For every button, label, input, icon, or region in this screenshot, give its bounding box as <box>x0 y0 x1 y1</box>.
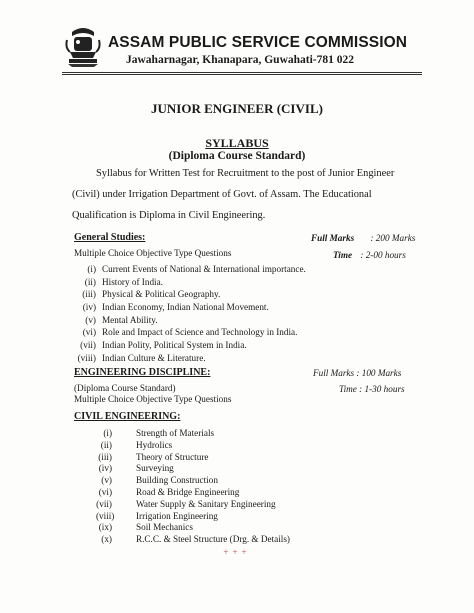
list-item <box>96 511 290 523</box>
list-item <box>96 440 290 452</box>
intro-paragraph <box>72 163 426 226</box>
list-item-text: Physical & Political Geography. <box>102 289 221 300</box>
list-item-text: Indian Polity, Political System in India. <box>102 340 247 351</box>
syllabus-title: SYLLABUS <box>205 136 269 150</box>
list-item-number: (ii) <box>84 276 96 287</box>
list-item-number: (viii) <box>96 510 115 521</box>
list-item <box>96 499 290 511</box>
list-item <box>74 264 306 277</box>
civil-engineering-list <box>96 428 290 546</box>
list-item-number: (iii) <box>82 289 96 300</box>
commission-name: ASSAM PUBLIC SERVICE COMMISSION <box>108 34 408 51</box>
gs-time <box>333 250 406 260</box>
list-item-number: (ix) <box>98 522 112 533</box>
list-item-text: Hydrolics <box>136 439 173 450</box>
list-item <box>74 277 306 290</box>
list-item-number: (x) <box>101 534 112 545</box>
list-item-text: Water Supply & Sanitary Engineering <box>136 498 276 509</box>
list-item-number: (viii) <box>77 352 96 363</box>
list-item-text: Road & Bridge Engineering <box>136 486 240 497</box>
list-item-number: (vi) <box>98 486 112 497</box>
list-item-text: Building Construction <box>136 475 218 486</box>
list-item-text: Surveying <box>136 463 174 474</box>
list-item-text: Strength of Materials <box>136 428 215 438</box>
list-item-text: Irrigation Engineering <box>136 510 218 521</box>
civil-engineering-heading: CIVIL ENGINEERING: <box>74 411 181 422</box>
gs-time-label: Time <box>333 250 353 260</box>
eng-time: Time : 1-30 hours <box>339 384 405 394</box>
commission-address: Jawaharnagar, Khanapara, Guwahati-781 022 <box>126 54 355 66</box>
general-studies-heading: General Studies: <box>74 232 146 243</box>
end-mark: +++ <box>223 547 251 557</box>
list-item-text: Indian Culture & Literature. <box>102 352 206 363</box>
list-item-number: (i) <box>87 264 96 274</box>
list-item <box>74 327 306 340</box>
list-item-text: Theory of Structure <box>136 451 209 462</box>
list-item-number: (vii) <box>80 340 96 351</box>
list-item-text: R.C.C. & Steel Structure (Drg. & Details) <box>136 534 290 545</box>
gs-full-marks-value: : 200 Marks <box>370 233 416 243</box>
list-item-number: (vi) <box>82 327 96 338</box>
list-item-number: (i) <box>103 428 112 438</box>
list-item <box>74 353 306 366</box>
syllabus-subtitle: (Diploma Course Standard) <box>168 150 306 162</box>
list-item-number: (iv) <box>98 463 112 474</box>
intro-line: Qualification is Diploma in Civil Engineering. <box>72 210 266 221</box>
list-item <box>96 428 290 440</box>
list-item <box>96 534 290 546</box>
eng-standard: (Diploma Course Standard) <box>74 383 176 393</box>
list-item <box>96 475 290 487</box>
list-item-text: Mental Ability. <box>102 314 158 325</box>
list-item-number: (iv) <box>82 302 96 313</box>
gs-time-value: : 2-00 hours <box>360 250 406 260</box>
list-item-number: (vii) <box>96 498 112 509</box>
list-item-text: Indian Economy, Indian National Movement. <box>102 302 269 313</box>
list-item-number: (v) <box>101 475 112 486</box>
list-item-number: (iii) <box>98 451 112 462</box>
list-item-number: (ii) <box>100 439 112 450</box>
header-divider-secondary <box>62 74 422 75</box>
list-item-text: Role and Impact of Science and Technology in India. <box>102 327 298 338</box>
list-item <box>74 302 306 315</box>
list-item-text: Soil Mechanics <box>136 522 193 533</box>
gs-full-marks-label: Full Marks <box>311 233 355 243</box>
intro-line: Syllabus for Written Test for Recruitment to the post of Junior Engineer <box>96 168 395 179</box>
gs-question-type: Multiple Choice Objective Type Questions <box>74 248 232 258</box>
list-item-text: History of India. <box>102 276 163 287</box>
engineering-discipline-heading: ENGINEERING DISCIPLINE: <box>74 367 211 378</box>
gs-full-marks <box>311 233 415 243</box>
header-divider <box>62 72 422 73</box>
eng-full-marks: Full Marks : 100 Marks <box>313 368 402 378</box>
state-emblem-icon <box>64 26 102 68</box>
list-item <box>74 340 306 353</box>
list-item <box>96 522 290 534</box>
intro-line: (Civil) under Irrigation Department of Govt. of Assam. The Educational <box>72 189 372 200</box>
list-item <box>74 315 306 328</box>
list-item-text: Current Events of National & International importance. <box>102 264 306 274</box>
list-item <box>74 289 306 302</box>
list-item <box>96 487 290 499</box>
list-item-number: (v) <box>85 314 96 325</box>
eng-question-type: Multiple Choice Objective Type Questions <box>74 394 232 404</box>
post-title: JUNIOR ENGINEER (CIVIL) <box>151 101 323 116</box>
list-item <box>96 463 290 475</box>
list-item <box>96 452 290 464</box>
general-studies-list <box>74 264 306 366</box>
